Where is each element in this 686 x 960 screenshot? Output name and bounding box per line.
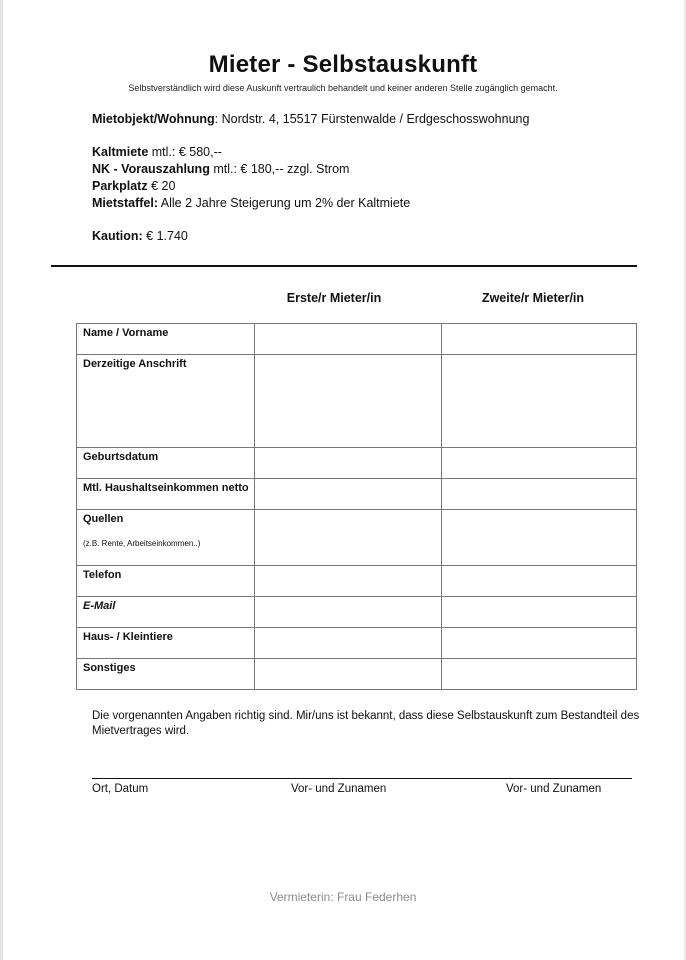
signature-name2-label: Vor- und Zunamen	[506, 783, 602, 795]
signature-place-date-label: Ort, Datum	[92, 783, 149, 795]
row-label-pets: Haus- / Kleintiere	[77, 628, 255, 659]
property-object	[92, 112, 529, 126]
first-tenant-birthdate-field[interactable]	[255, 448, 442, 479]
column-header-first-tenant: Erste/r Mieter/in	[286, 291, 382, 305]
table-row	[77, 628, 637, 659]
first-tenant-phone-field[interactable]	[255, 566, 442, 597]
parking-label: Parkplatz	[92, 179, 148, 193]
parking-line	[92, 179, 175, 193]
landlord-footer: Vermieterin: Frau Federhen	[269, 890, 417, 904]
first-tenant-name-field[interactable]	[255, 324, 442, 355]
first-tenant-income-field[interactable]	[255, 479, 442, 510]
property-object-value: : Nordstr. 4, 15517 Fürstenwalde / Erdgeschosswohnung	[214, 112, 530, 126]
column-header-second-tenant: Zweite/r Mieter/in	[481, 291, 585, 305]
table-row	[77, 324, 637, 355]
page-edge	[0, 0, 3, 960]
second-tenant-sources-field[interactable]	[442, 510, 637, 566]
second-tenant-other-field[interactable]	[442, 659, 637, 690]
table-row	[77, 448, 637, 479]
staffel-value: Alle 2 Jahre Steigerung um 2% der Kaltmiete	[157, 196, 411, 210]
nk-label: NK - Vorauszahlung	[92, 162, 210, 176]
parking-value: € 20	[147, 179, 176, 193]
property-object-label: Mietobjekt/Wohnung	[92, 112, 215, 126]
staffel-line	[92, 196, 410, 210]
section-divider	[51, 265, 637, 267]
first-tenant-address-field[interactable]	[255, 355, 442, 448]
first-tenant-email-field[interactable]	[255, 597, 442, 628]
document-title: Mieter - Selbstauskunft	[208, 51, 478, 78]
row-label-email: E-Mail	[77, 597, 255, 628]
second-tenant-phone-field[interactable]	[442, 566, 637, 597]
document-subtitle: Selbstverständlich wird diese Auskunft vertraulich behandelt und keiner anderen Stelle zugänglich gemacht.	[128, 83, 558, 93]
first-tenant-sources-field[interactable]	[255, 510, 442, 566]
signature-name1-label: Vor- und Zunamen	[291, 783, 387, 795]
row-label-address: Derzeitige Anschrift	[77, 355, 255, 448]
second-tenant-email-field[interactable]	[442, 597, 637, 628]
second-tenant-name-field[interactable]	[442, 324, 637, 355]
staffel-label: Mietstaffel:	[92, 196, 158, 210]
nk-line	[92, 162, 349, 176]
second-tenant-address-field[interactable]	[442, 355, 637, 448]
table-row	[77, 566, 637, 597]
second-tenant-birthdate-field[interactable]	[442, 448, 637, 479]
nk-value: mtl.: € 180,-- zzgl. Strom	[209, 162, 350, 176]
second-tenant-pets-field[interactable]	[442, 628, 637, 659]
row-label-name: Name / Vorname	[77, 324, 255, 355]
rent-value: mtl.: € 580,--	[148, 145, 222, 159]
row-label-sources	[77, 510, 255, 566]
rent-line	[92, 145, 222, 159]
tenant-form-table	[76, 323, 637, 690]
row-label-other: Sonstiges	[77, 659, 255, 690]
signature-line[interactable]	[92, 778, 632, 779]
row-label-sources-text: Quellen	[83, 513, 124, 525]
table-row	[77, 597, 637, 628]
sources-note: (z.B. Rente, Arbeitseinkommen..)	[83, 539, 201, 548]
first-tenant-pets-field[interactable]	[255, 628, 442, 659]
table-row	[77, 510, 637, 566]
deposit-label: Kaution:	[92, 229, 143, 243]
first-tenant-other-field[interactable]	[255, 659, 442, 690]
table-row	[77, 659, 637, 690]
rent-label: Kaltmiete	[92, 145, 149, 159]
row-label-birthdate: Geburtsdatum	[77, 448, 255, 479]
table-row	[77, 355, 637, 448]
table-row	[77, 479, 637, 510]
deposit-line	[92, 229, 188, 243]
row-label-income: Mtl. Haushaltseinkommen netto	[77, 479, 255, 510]
second-tenant-income-field[interactable]	[442, 479, 637, 510]
deposit-value: € 1.740	[142, 229, 188, 243]
declaration-text: Die vorgenannten Angaben richtig sind. Mir/uns ist bekannt, dass diese Selbstauskunft zum Bestandteil des Mietvertrages wird.	[92, 710, 640, 737]
row-label-phone: Telefon	[77, 566, 255, 597]
